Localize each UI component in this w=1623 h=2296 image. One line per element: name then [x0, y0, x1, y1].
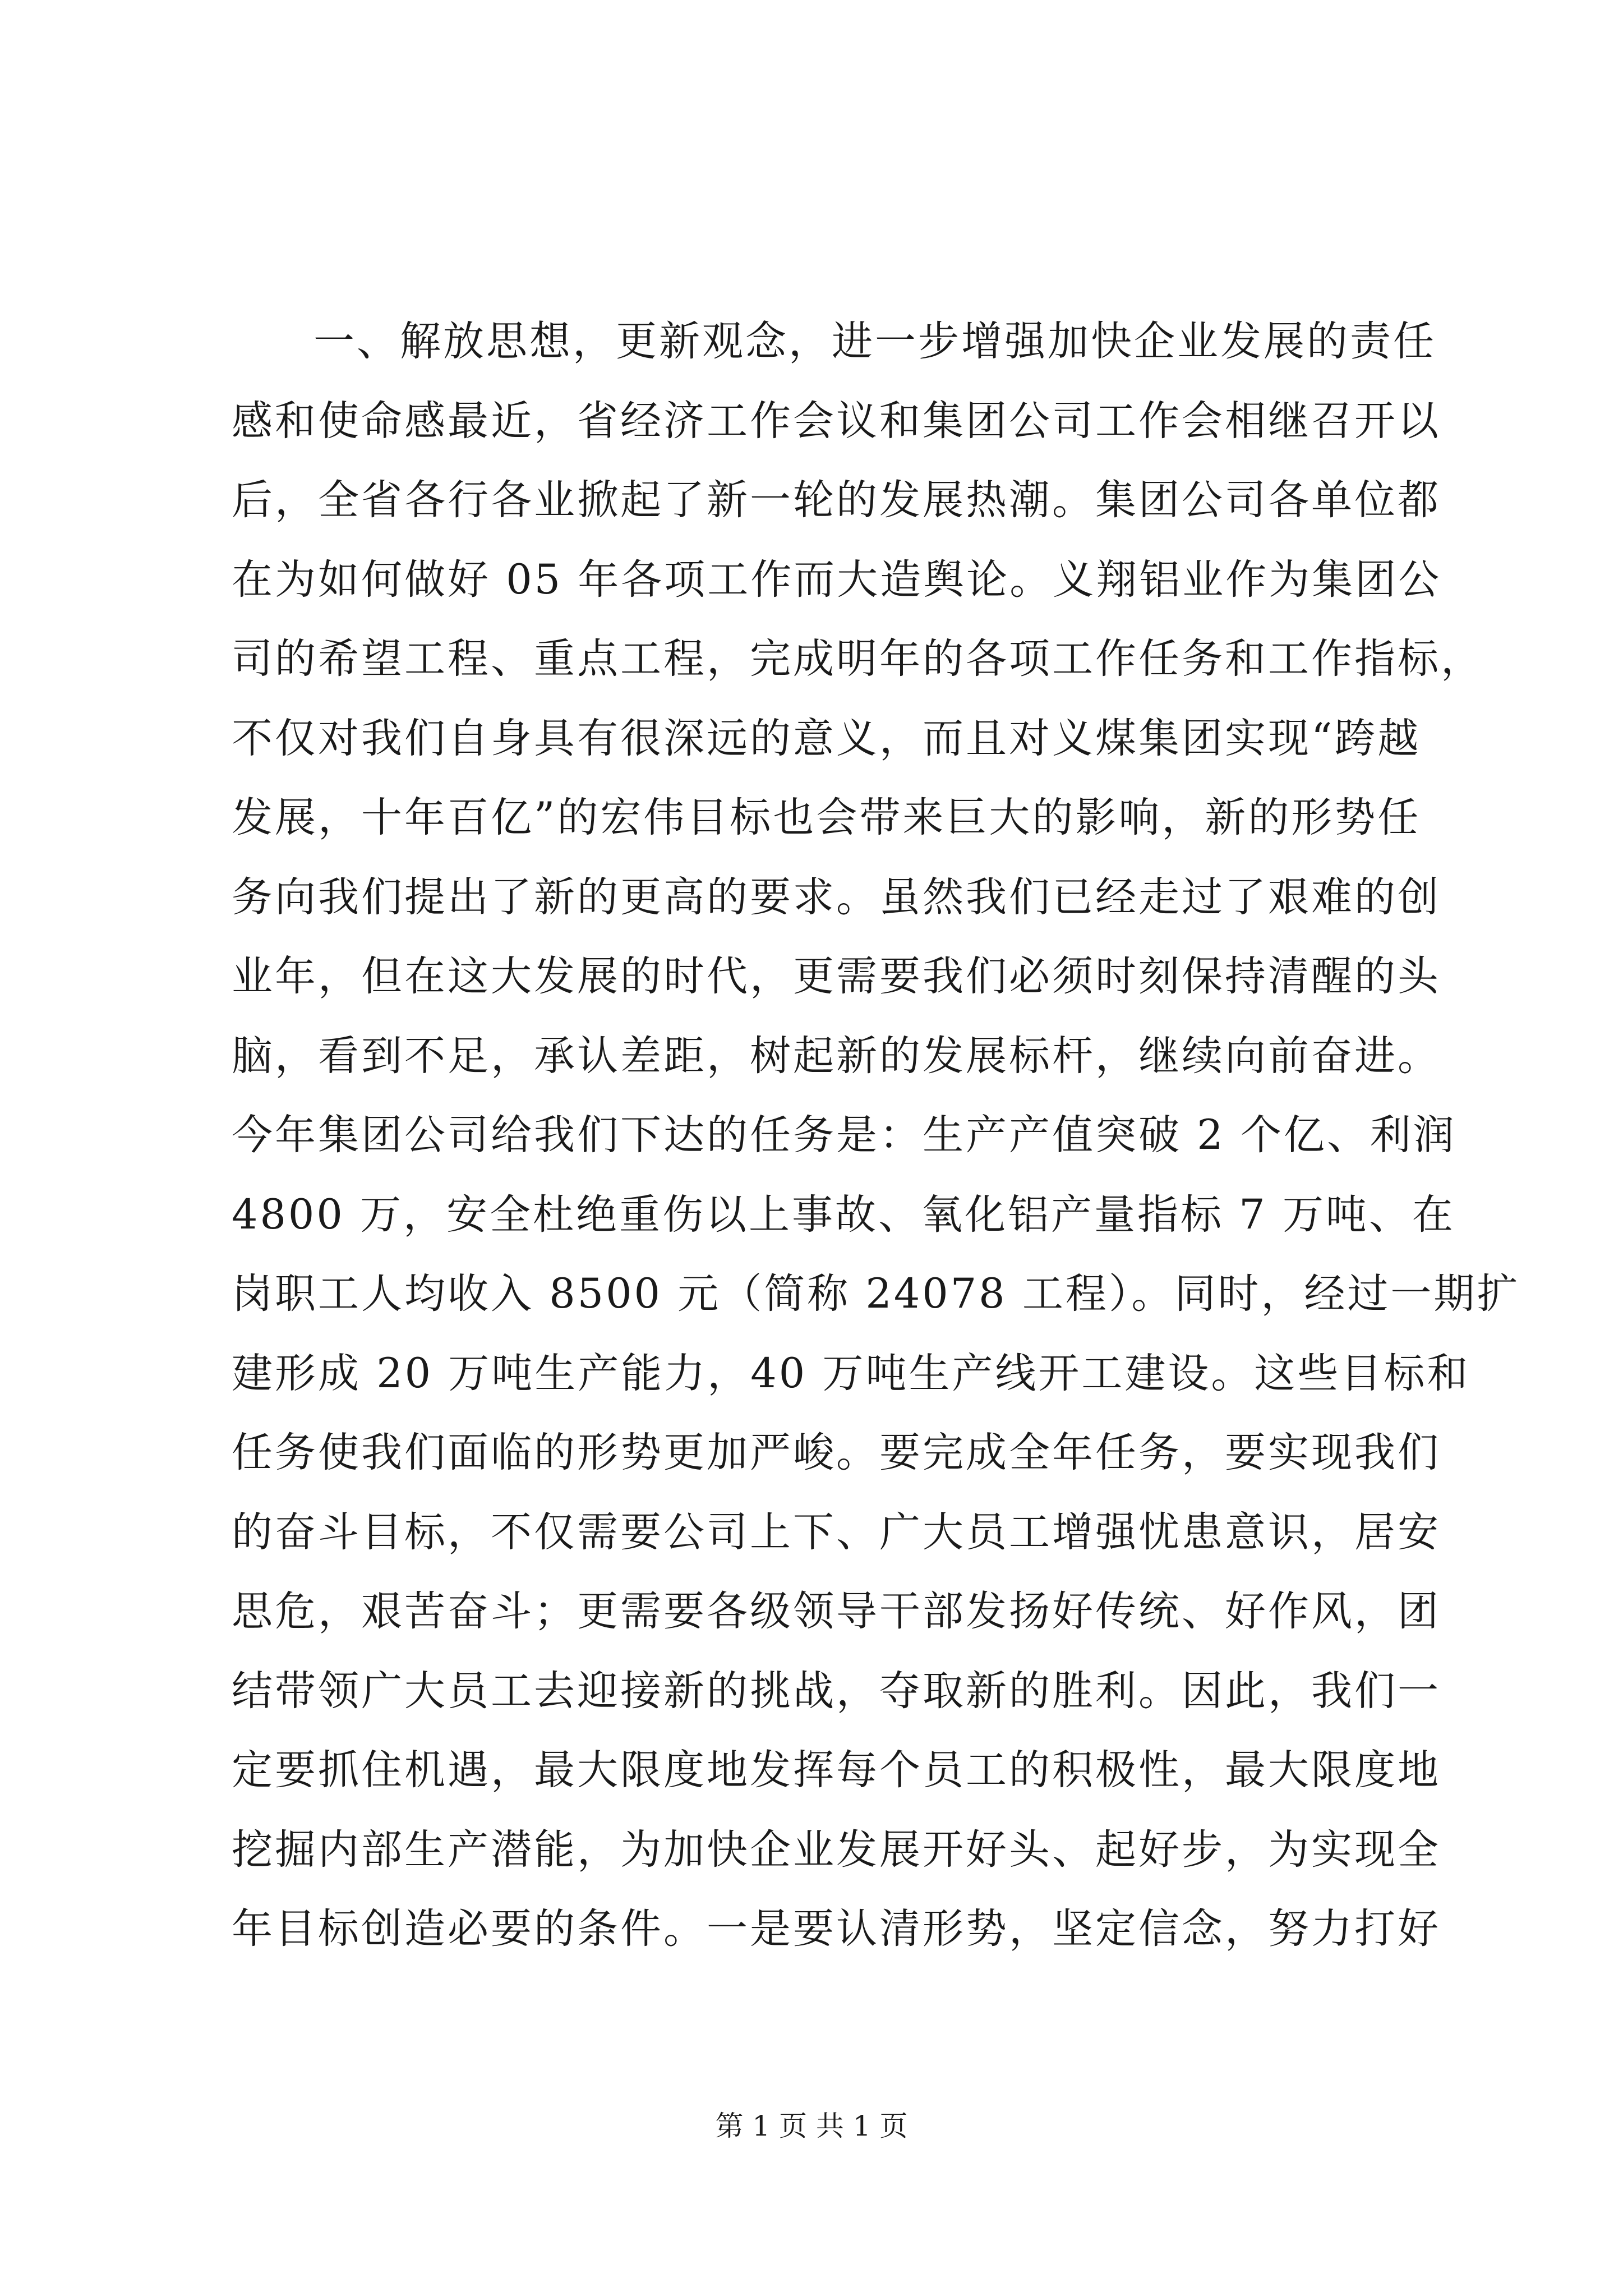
text-line: 任务使我们面临的形势更加严峻。要完成全年任务，要实现我们: [232, 1429, 1441, 1476]
text-line: 今年集团公司给我们下达的任务是：生产产值突破 2 个亿、利润: [232, 1111, 1456, 1159]
text-line: 后，全省各行各业掀起了新一轮的发展热潮。集团公司各单位都: [232, 476, 1441, 524]
text-line: 一、解放思想，更新观念，进一步增强加快企业发展的责任: [313, 318, 1436, 365]
text-line: 脑，看到不足，承认差距，树起新的发展标杆，继续向前奋进。: [232, 1032, 1441, 1080]
text-line: 司的希望工程、重点工程，完成明年的各项工作任务和工作指标，: [232, 635, 1484, 683]
text-line: 务向我们提出了新的更高的要求。虽然我们已经走过了艰难的创: [232, 873, 1441, 921]
text-line: 岗职工人均收入 8500 元（简称 24078 工程）。同时，经过一期扩: [232, 1270, 1520, 1318]
text-line: 挖掘内部生产潜能，为加快企业发展开好头、起好步，为实现全: [232, 1825, 1441, 1874]
text-line: 年目标创造必要的条件。一是要认清形势，坚定信念，努力打好: [232, 1905, 1441, 1953]
text-line: 不仅对我们自身具有很深远的意义，而且对义煤集团实现“跨越: [232, 714, 1421, 762]
text-line: 思危，艰苦奋斗；更需要各级领导干部发扬好传统、好作风，团: [232, 1588, 1441, 1635]
text-line: 的奋斗目标，不仅需要公司上下、广大员工增强忧患意识，居安: [232, 1508, 1441, 1556]
text-line: 4800 万，安全杜绝重伤以上事故、氧化铝产量指标 7 万吨、在: [232, 1190, 1455, 1239]
text-line: 发展，十年百亿”的宏伟目标也会带来巨大的影响，新的形势任: [232, 794, 1421, 841]
text-line: 感和使命感最近，省经济工作会议和集团公司工作会相继召开以: [232, 397, 1441, 445]
text-line: 定要抓住机遇，最大限度地发挥每个员工的积极性，最大限度地: [232, 1746, 1441, 1794]
document-body: [232, 302, 1520, 1969]
text-line: 在为如何做好 05 年各项工作而大造舆论。义翔铝业作为集团公: [232, 555, 1442, 604]
text-line: 结带领广大员工去迎接新的挑战，夺取新的胜利。因此，我们一: [232, 1667, 1441, 1715]
text-line: 建形成 20 万吨生产能力，40 万吨生产线开工建设。这些目标和: [232, 1349, 1470, 1397]
page-footer: 第 1 页 共 1 页: [715, 2110, 908, 2142]
text-line: 业年，但在这大发展的时代，更需要我们必须时刻保持清醒的头: [232, 953, 1441, 1000]
